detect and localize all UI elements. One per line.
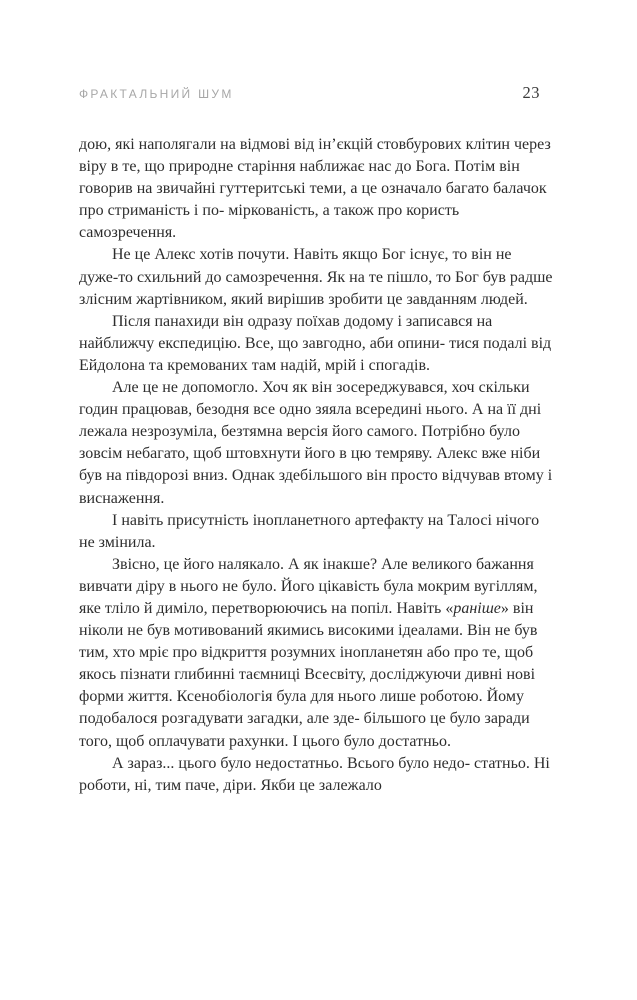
text-line: нас до Бога. Потім він говорив на звичайні гуттеритські (79, 158, 520, 198)
text-line: хоч скільки годин працював, безодня все одно зяяла (79, 379, 530, 419)
text-line: нові форми життя. Ксенобіологія була для нього лише (79, 666, 536, 706)
text-line: теми, а це означало багато балачок про стриманість і по- (79, 180, 547, 220)
paragraph (79, 753, 553, 797)
text-line: відкриття розумних інопланетян або про те, щоб якось (79, 644, 534, 684)
text-line: дою, які наполягали на відмові від ін’єкцій стовбурових (79, 136, 462, 153)
text-line: півдорозі вниз. Однак здебільшого він просто відчував (125, 467, 500, 485)
text-line: міркованість, а також про користь самозречення. (79, 202, 460, 242)
paragraph (79, 377, 553, 510)
text-line: якимись високими ідеалами. Він не був тим, хто мріє про (79, 622, 538, 662)
text-line: І цього було достатньо. (292, 732, 451, 750)
text-line: більшого це було заради того, щоб оплачувати рахунки. (79, 710, 530, 750)
text-line: клітин через віру в те, що природне старіння наближає (79, 136, 551, 176)
text-line: зробити це завданням людей. (328, 290, 528, 308)
text-line: версія його самого. Потрібно було зовсім небагато, щоб (79, 423, 520, 463)
text-line: то Бог був радше злісним жартівником, який вирішив (79, 268, 553, 308)
text-line: на попіл. Навіть «раніше» він ніколи не був мотивований (79, 599, 534, 640)
text-line: І навіть присутність інопланетного артефакту на (112, 511, 444, 529)
paragraph (79, 134, 553, 244)
text-line: втому і виснаження. (79, 467, 553, 507)
text-line: всередині нього. А на її дні лежала незрозуміла, безтямна (79, 401, 542, 441)
paragraph (79, 510, 553, 554)
page-header (79, 83, 553, 103)
text-line: статньо. Ні роботи, ні, тим паче, діри. Якби це залежало (79, 754, 550, 794)
text-line: пізнати глибинні таємниці Всесвіту, досліджуючи дивні (120, 666, 503, 684)
text-line: на найближчу експедицію. Все, що завгодно, аби опини- (79, 312, 493, 352)
text-line: і спогадів. (360, 356, 431, 374)
body-text (79, 134, 553, 797)
paragraph (79, 244, 553, 310)
text-line: Але це не допомогло. Хоч як він зосереджувався, (112, 379, 448, 397)
text-line: А зараз... цього було недостатньо. Всього було недо- (112, 754, 471, 772)
text-line: роботою. Йому подобалося розгадувати загадки, але зде- (79, 688, 524, 728)
paragraph (79, 554, 553, 753)
page-number: 23 (522, 83, 540, 102)
paragraph (79, 311, 553, 377)
text-line: Талосі нічого не змінила. (79, 511, 540, 551)
text-line: штовхнути його в цю темряву. Алекс вже ніби був на (79, 445, 541, 485)
text-line: Не це Алекс хотів почути. Навіть якщо Бог існує, то (112, 246, 468, 264)
text-line: мокрим вугіллям, яке тліло й диміло, перетворюючись (79, 577, 538, 617)
text-line: тися подалі від Ейдолона та кремованих там надій, мрій (79, 334, 552, 374)
text-line: він не дуже-то схильний до самозречення. Як на те пішло, (79, 246, 512, 286)
text-line: бажання вивчати діру в нього не було. Його цікавість була (79, 555, 534, 595)
text-line: Звісно, це його налякало. А як інакше? Але великого (112, 555, 472, 573)
text-line: Після панахиди він одразу поїхав додому і записався (112, 312, 473, 330)
running-title: ФРАКТАЛЬНИЙ ШУМ (79, 87, 234, 101)
